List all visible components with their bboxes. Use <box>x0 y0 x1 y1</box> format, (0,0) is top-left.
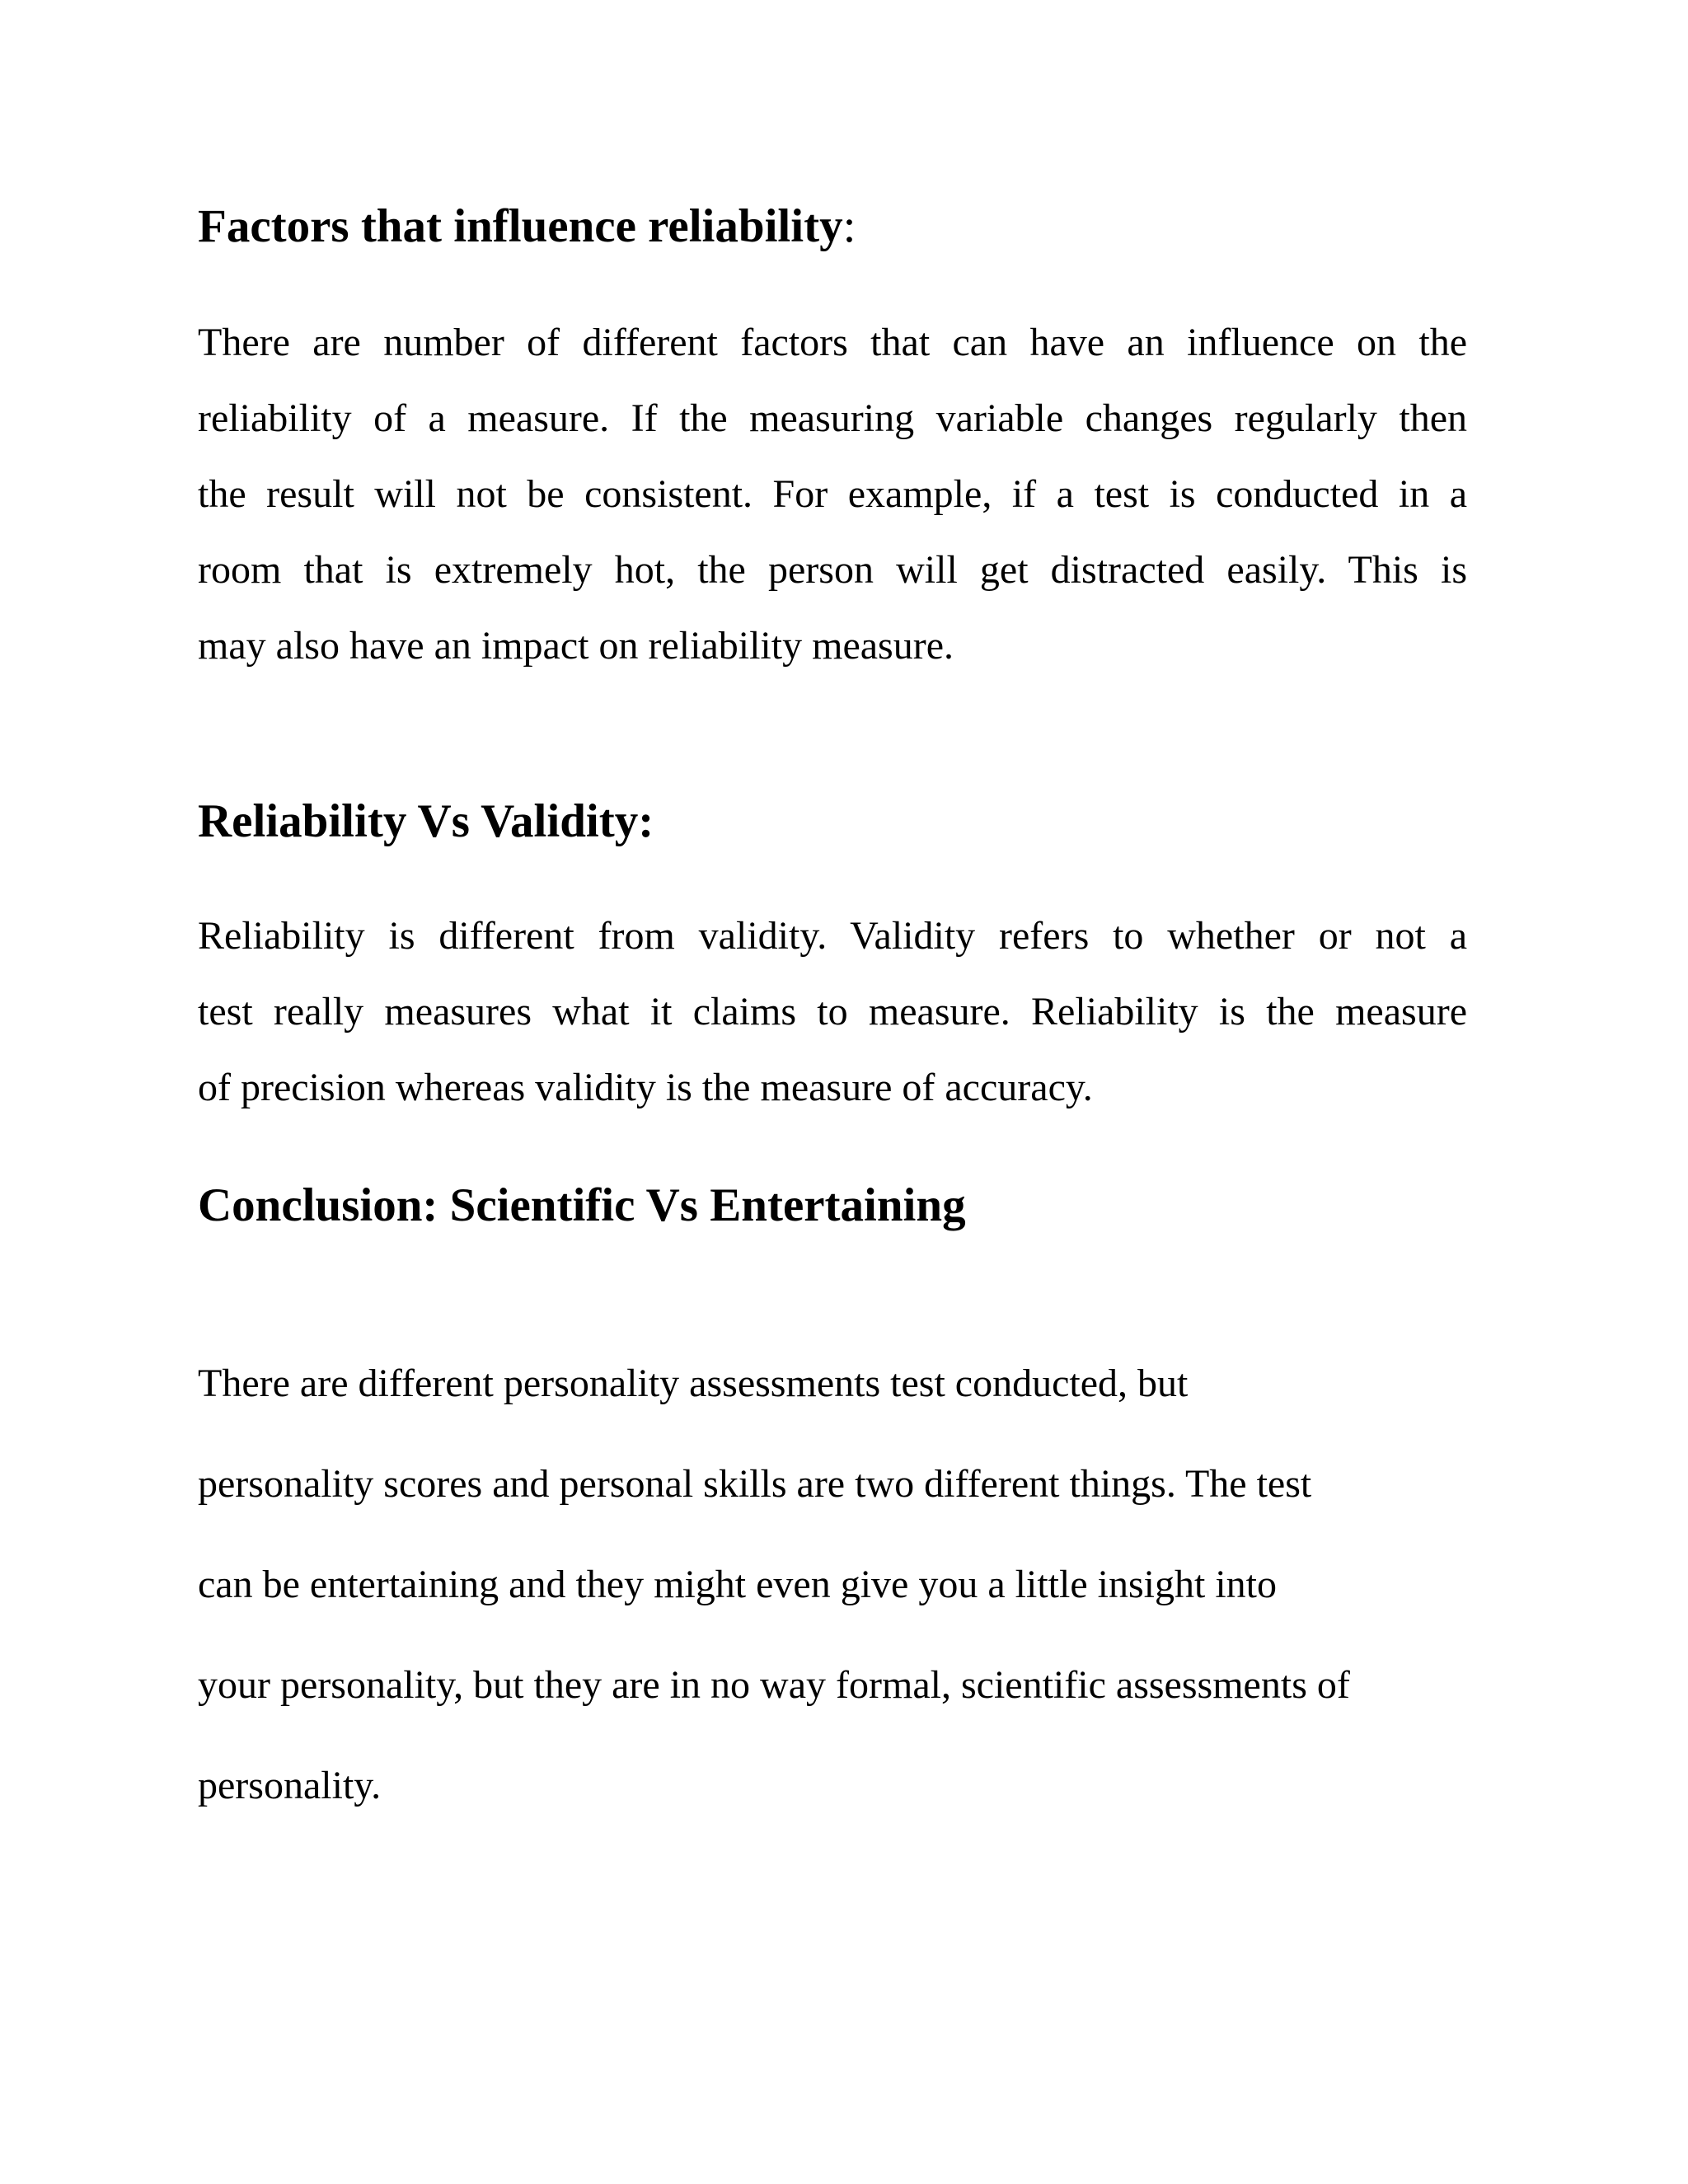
paragraph-line: can be entertaining and they might even give you a little insight into <box>198 1563 1278 1606</box>
paragraph-reliability-vs-validity <box>198 898 1467 1126</box>
section-heading-factors-colon: : <box>842 200 856 252</box>
paragraph-line: may also have an impact on reliability measure. <box>198 624 954 668</box>
paragraph-line: room that is extremely hot, the person will get distracted easily. This is <box>198 548 1467 592</box>
section-heading-factors-text: Factors that influence reliability <box>198 200 843 252</box>
paragraph-factors <box>198 305 1467 684</box>
section-heading-conclusion: Conclusion: Scientific Vs Entertaining <box>198 1179 966 1231</box>
paragraph-line: There are different personality assessments test conducted, but <box>198 1361 1189 1405</box>
paragraph-line: Reliability is different from validity. Validity refers to whether or not a <box>198 914 1467 958</box>
paragraph-line: personality. <box>198 1764 382 1807</box>
paragraph-conclusion <box>198 1333 1350 1836</box>
section-heading-factors <box>198 198 856 255</box>
paragraph-line: your personality, but they are in no way formal, scientific assessments of <box>198 1663 1350 1707</box>
paragraph-line: There are number of different factors that can have an influence on the <box>198 321 1467 364</box>
paragraph-line: personality scores and personal skills are two different things. The test <box>198 1462 1312 1506</box>
paragraph-line: of precision whereas validity is the measure of accuracy. <box>198 1066 1093 1109</box>
paragraph-line: the result will not be consistent. For example, if a test is conducted in a <box>198 472 1467 516</box>
paragraph-line: reliability of a measure. If the measuring variable changes regularly then <box>198 396 1467 440</box>
section-heading-reliability-vs-validity: Reliability Vs Validity: <box>198 795 654 847</box>
paragraph-line: test really measures what it claims to measure. Reliability is the measure <box>198 990 1467 1033</box>
